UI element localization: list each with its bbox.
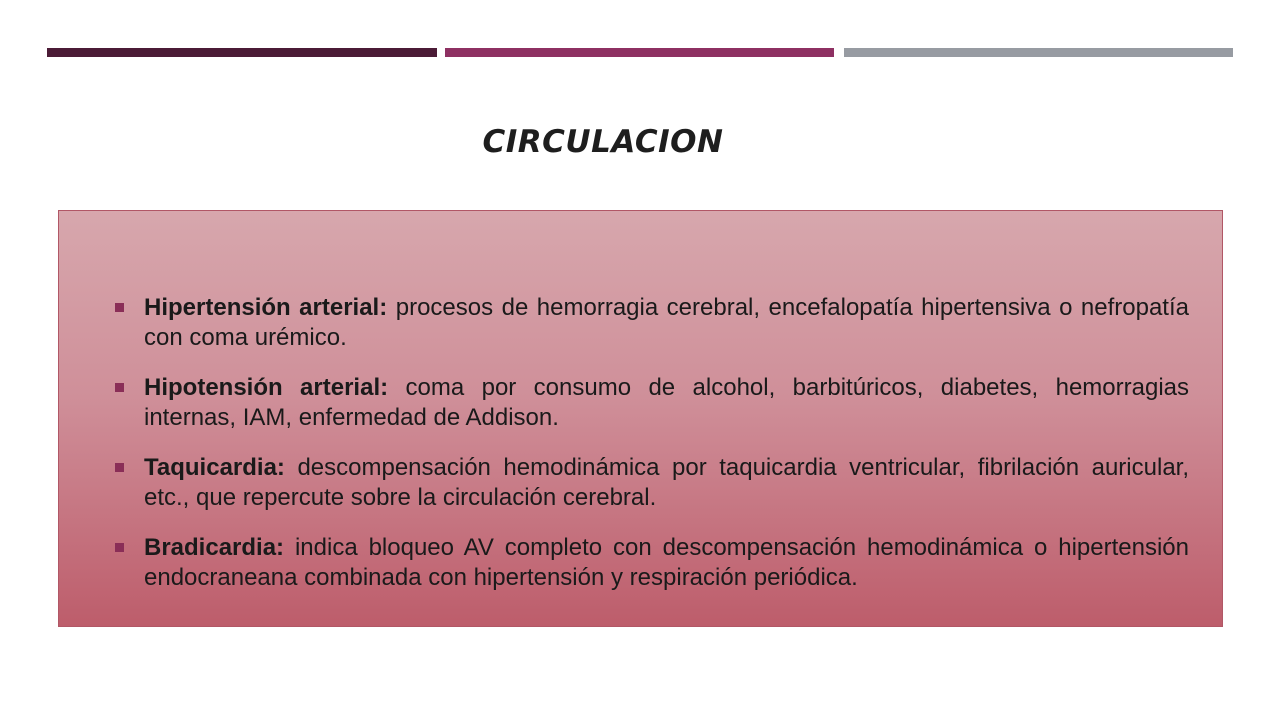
bullet-text: procesos de hemorragia cerebral, encefalopatía hipertensiva o nefropatía con coma urémico. — [144, 294, 1189, 351]
square-bullet-icon — [115, 543, 124, 552]
square-bullet-icon — [115, 463, 124, 472]
bullet-item-hipertension — [115, 293, 1189, 353]
content-box — [58, 210, 1223, 627]
bullet-text: descompensación hemodinámica por taquicardia ventricular, fibrilación auricular, etc., que repercute sobre la circulación cerebral. — [144, 454, 1189, 511]
bullet-list — [115, 293, 1189, 593]
bullet-item-taquicardia — [115, 453, 1189, 513]
bullet-text: indica bloqueo AV completo con descompensación hemodinámica o hipertensión endocraneana combinada con hipertensión y respiración periódica. — [144, 534, 1189, 591]
top-accent-bar-gray — [844, 48, 1233, 57]
bullet-text: coma por consumo de alcohol, barbitúricos, diabetes, hemorragias internas, IAM, enfermedad de Addison. — [144, 374, 1189, 431]
bullet-term: Hipertensión arterial: — [144, 294, 388, 321]
top-accent-bar-dark — [47, 48, 437, 57]
bullet-term: Taquicardia: — [144, 454, 285, 481]
square-bullet-icon — [115, 383, 124, 392]
bullet-term: Hipotensión arterial: — [144, 374, 389, 401]
top-accent-bar-magenta — [445, 48, 834, 57]
bullet-item-bradicardia — [115, 533, 1189, 593]
bullet-item-hipotension — [115, 373, 1189, 433]
slide-title: CIRCULACION — [482, 124, 724, 160]
square-bullet-icon — [115, 303, 124, 312]
bullet-term: Bradicardia: — [144, 534, 285, 561]
